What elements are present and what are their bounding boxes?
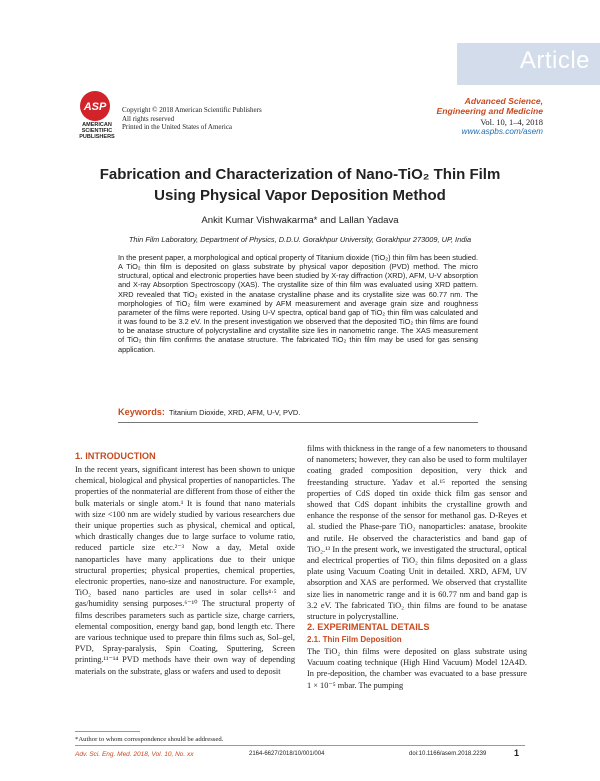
keywords-values: Titanium Dioxide, XRD, AFM, U-V, PVD. [168, 408, 301, 417]
section-heading-introduction: 1. INTRODUCTION [75, 451, 156, 461]
footer-issn: 2164-6627/2018/10/001/004 [249, 751, 325, 757]
journal-name [437, 97, 543, 116]
publisher-name-line: SCIENTIFIC [81, 128, 113, 134]
journal-url-link[interactable]: www.aspbs.com/asem [461, 127, 543, 136]
paper-title [40, 164, 560, 206]
title-line-2: Using Physical Vapor Deposition Method [154, 187, 446, 204]
footer-divider [75, 745, 525, 746]
copyright-notice [122, 106, 262, 132]
abstract-text: In the present paper, a morphological and optical property of Titanium dioxide (TiO₂) thin film has been studied. A TiO₂ thin film is deposited on glass substrate by physical vapor deposition (PVD) method. The micro structural, optical and electronic properties have been studied by X-ray diffraction (XRD), AFM, U-V absorption and X-ray Absorption Spectroscopy (XAS). The crystallite size of thin film was evaluated using XRD pattern. XRD revealed that TiO₂ existed in the anatase crystalline phase and its crystallite size was 60.77 nm. The morphologies of TiO₂ film were examined by AFM measurement and average grain size and roughness parameter of the films were reported. Using U-V spectra, optical band gap of TiO₂ thin film was calculated and it was found to be 3.2 eV. In the present investigation we observed that the deposited TiO₂ thin films are found to be anatase structure of polycrystalline and crystallite size lies in nanometric range. The XAS measurement of TiO₂ thin film confirms the anatase structure. The fabricated TiO₂ thin film may be used for gas sensing application. [118, 253, 478, 354]
keywords-line [118, 407, 478, 417]
copyright-line: All rights reserved [122, 114, 175, 123]
introduction-text: In the recent years, significant interest has been shown to unique chemical, biological and physical properties of nanoparticles. The properties of the nonmaterial are different from those of either the bulk materials or single atom.¹ It is found that nano materials with size <100 nm are widely studied by various researchers due their unique properties such as physical, chemical and optical, which drastically changes due to large surface to volume ratio, reduced particle size etc.²⁻³ Now a day, Metal oxide nanoparticles have many applications due to their unique structural properties; physical properties, chemical properties, electronic properties, nano-size and nanostructure. For example, TiO₂ based nano particles are used in solar cells⁴·⁵ and gas/humidity sensing purposes.⁶⁻¹⁰ The structural property of films describes parameters such as particle size, charge carriers, elemental composition, energy band gap, bond length etc. There are various technique used to prepare thin films such as, Sol–gel, PVD, Spray-paralysis, Spin Coating, Sputtering, Screen printing.¹¹⁻¹⁴ PVD methods have their own way of depending materials on the substrate, glass or wafers and used to deposit [75, 465, 295, 676]
correspondence-footnote: *Author to whom correspondence should be addressed. [75, 736, 224, 743]
article-type-label: Article [519, 47, 590, 74]
journal-name-line: Engineering and Medicine [436, 105, 543, 116]
subsection-heading-deposition: 2.1. Thin Film Deposition [307, 635, 402, 644]
svg-text:ASP: ASP [83, 101, 107, 113]
article-type-tab [457, 43, 600, 85]
footer-doi: doi:10.1166/asem.2018.2239 [409, 751, 487, 757]
journal-name-line: Advanced Science, [464, 96, 543, 106]
publisher-name-line: AMERICAN [82, 122, 112, 128]
introduction-continued-text: films with thickness in the range of a few nanometers to thousand of nanometers; however, they can also be used to form multilayer coating graded composition deposition, very thick and freestanding structure. Yadav et al.¹⁵ reported the sensing properties of CdS doped tin oxide thick film gas sensor and showed that CdS dopant inhibits the crystalline growth and enhance the response of the sensor for methanol gas. D-Reyes et al. studied the Phase-pare TiO₂ nanoparticles: anatase, brookite and rutile. He observed the characteristics and band gap of TiO₂.¹³ In the present work, we investigated the structural, optical and electrical properties of TiO₂ thin films deposited on a glass plate using Vacuum Coating Unit in detailed. XRD, AFM, UV absorption and XAS are performed. We observed that crystallite size lies in nanometric range and it is 60.77 nm and band gap is 3.2 eV. The fabricated TiO₂ thin films are found to be anatase structure in polycrystalline. [307, 444, 527, 622]
footnote-divider [75, 731, 140, 732]
copyright-line: Printed in the United States of America [122, 123, 233, 132]
publisher-name [73, 122, 121, 140]
publisher-name-line: PUBLISHERS [79, 134, 115, 140]
page-number: 1 [514, 748, 520, 758]
title-line-1: Fabrication and Characterization of Nano-TiO₂ Thin Film [99, 166, 501, 183]
keywords-divider [118, 422, 478, 423]
experimental-text: The TiO₂ thin films were deposited on glass substrate using Vacuum coating technique (High Hind Vacuum) Model 12A4D. In pre-deposition, the chamber was evacuated to a base pressure 1 × 10⁻⁵ mbar. The pumping [307, 647, 527, 690]
section-heading-experimental: 2. EXPERIMENTAL DETAILS [307, 622, 430, 632]
asp-logo-icon [73, 90, 117, 122]
affiliation: Thin Film Laboratory, Department of Physics, D.D.U. Gorakhpur University, Gorakhpur 273009, UP, India [128, 235, 472, 244]
volume-info: Vol. 10, 1–4, 2018 [480, 117, 543, 127]
footer-journal-citation: Adv. Sci. Eng. Med. 2018, Vol. 10, No. xx [75, 751, 194, 758]
author-list: Ankit Kumar Vishwakarma* and Lallan Yadava [201, 215, 399, 226]
keywords-label: Keywords: [118, 407, 165, 417]
copyright-line: Copyright © 2018 American Scientific Publishers [122, 106, 262, 114]
